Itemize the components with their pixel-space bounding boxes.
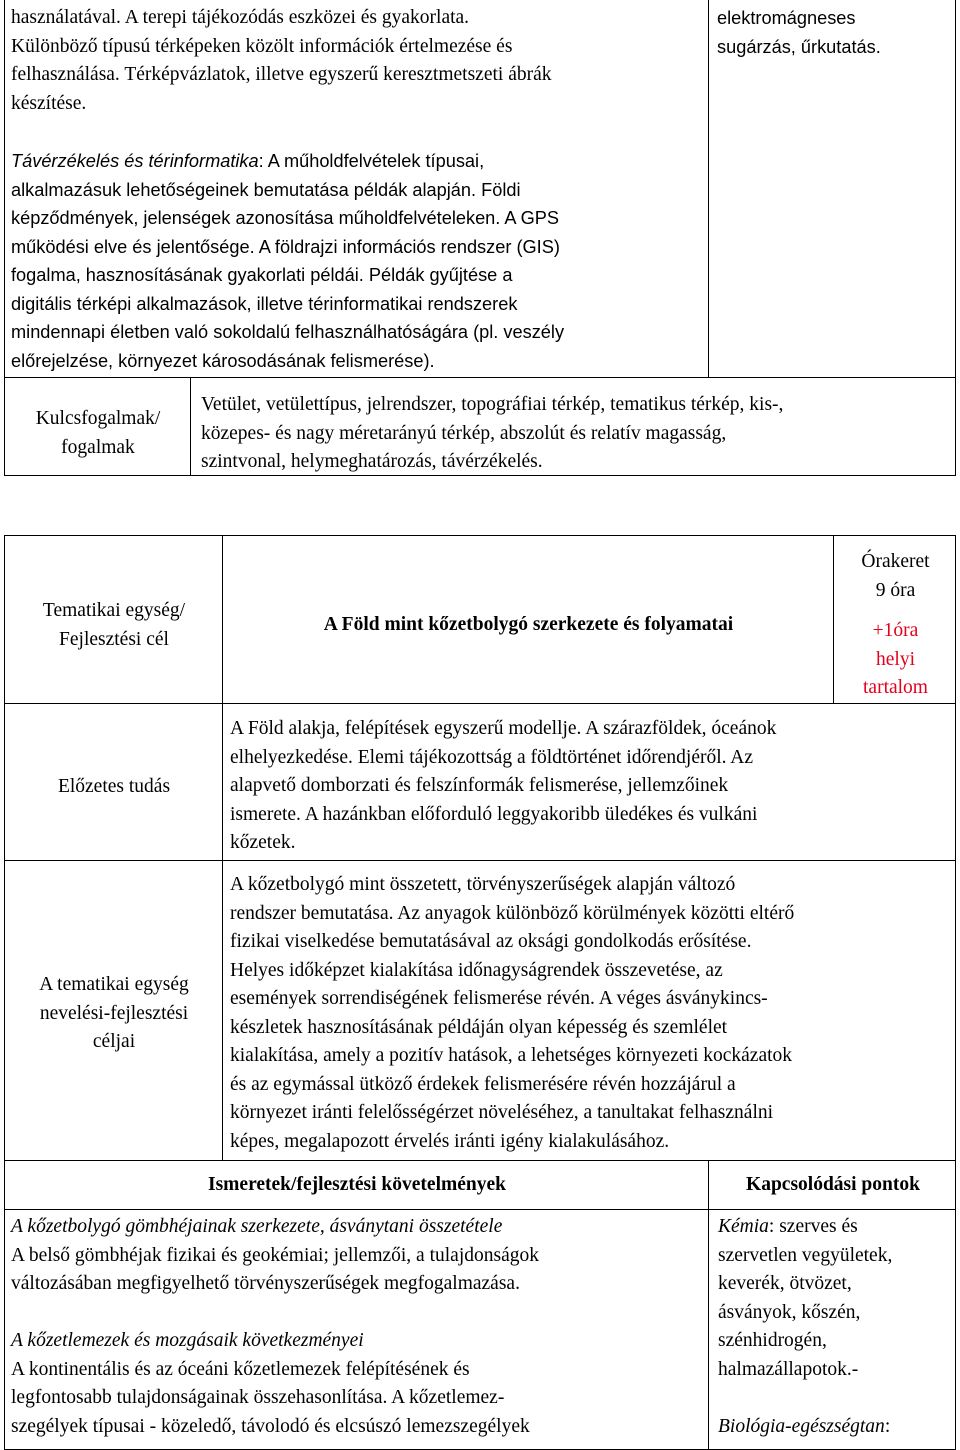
unit-title: A Föld mint kőzetbolygó szerkezete és folyamatai — [323, 614, 734, 635]
text-line: képes, megalapozott érvelés iránti igény kialakulásához. — [230, 1130, 670, 1152]
text-line: legfontosabb tulajdonságainak összehasonlítása. A kőzetlemez- — [11, 1387, 505, 1408]
text-line: előrejelzése, környezet károsodásának felismerése). — [11, 350, 435, 371]
divider — [4, 703, 956, 704]
divider — [4, 1209, 956, 1210]
local-content-line: tartalom — [863, 677, 928, 698]
key-concepts-text — [201, 391, 953, 477]
text-line: kialakítása, amely a pozitív hatások, a lehetséges környezeti kockázatok — [230, 1045, 793, 1066]
text-line: szintvonal, helymeghatározás, távérzékelés. — [201, 451, 543, 472]
hours-label: Órakeret — [861, 551, 930, 572]
divider — [190, 377, 191, 476]
text-line: ásványok, kőszén, — [718, 1301, 861, 1323]
text-line: A tematikai egység — [39, 974, 189, 995]
text-line: események sorrendiségének felismerése révén. A véges ásványkincs- — [230, 988, 768, 1009]
hours-box — [835, 548, 956, 703]
text-line: felhasználása. Térképvázlatok, illetve egyszerű keresztmetszeti ábrák — [11, 64, 552, 85]
text-line: sugárzás, űrkutatás. — [717, 36, 881, 57]
key-concepts-label — [6, 405, 190, 462]
text-line: alkalmazásuk lehetőségeinek bemutatása példák alapján. Földi — [11, 179, 521, 200]
text-line: környezet iránti felelősségérzet növeléséhez, a tanultakat felhasználni — [230, 1102, 774, 1123]
divider — [4, 377, 956, 378]
chemistry-subject: Kémia — [718, 1216, 769, 1237]
intro-text — [11, 4, 706, 118]
local-content-line: +1óra — [872, 620, 919, 641]
text-line: keverék, ötvözet, — [718, 1273, 852, 1294]
text-line: halmazállapotok.- — [718, 1358, 859, 1380]
text-line: változásában megfigyelhető törvényszerűségek megfogalmazása. — [11, 1273, 520, 1294]
text-line: és az egymással ütköző érdekek felismerésére révén hozzájárul a — [230, 1073, 736, 1095]
divider — [708, 0, 709, 378]
unit-header-label — [6, 597, 222, 654]
requirements-subtitle: A kőzetbolygó gömbhéjainak szerkezete, ásványtani összetétele — [11, 1216, 503, 1237]
text-line: készletek hasznosításának példáján olyan képesség és szemlélet — [230, 1016, 728, 1038]
prior-knowledge-text — [230, 715, 954, 858]
hours-value: 9 óra — [875, 579, 916, 601]
text-line: rendszer bemutatása. Az anyagok különböző körülmények közötti eltérő — [230, 902, 795, 924]
text-line: A kőzetbolygó mint összetett, törvényszerűségek alapján változó — [230, 874, 736, 895]
text-line: A kontinentális és az óceáni kőzetlemezek felépítésének és — [11, 1358, 470, 1380]
requirements-text — [11, 1213, 706, 1441]
text-line: szegélyek típusai - közeledő, távolodó és elcsúszó lemezszegélyek — [11, 1415, 530, 1437]
text-line: : — [884, 1415, 891, 1437]
text-line: Kulcsfogalmak/ — [35, 408, 161, 429]
divider — [222, 535, 223, 1161]
text-line: ismerete. A hazánkban előforduló leggyakoribb üledékes és vulkáni — [230, 803, 758, 825]
text-line: Különböző típusú térképeken közölt információk értelmezése és — [11, 35, 513, 57]
text-line: A belső gömbhéjak fizikai és geokémiai; jellemzői, a tulajdonságok — [11, 1244, 539, 1266]
divider — [4, 860, 956, 861]
remote-sensing-title: Távérzékelés és térinformatika — [11, 151, 259, 171]
text-line: képződmények, jelenségek azonosítása műholdfelvételeken. A GPS — [11, 208, 559, 228]
divider — [833, 535, 834, 704]
text-line: Helyes időképzet kialakítása időnagyságrendek összevetése, az — [230, 959, 723, 981]
text-line: : szerves és — [768, 1216, 858, 1237]
text-line: fogalmak — [61, 436, 135, 458]
text-line: fizikai viselkedése bemutatásával az oksági gondolkodás erősítése. — [230, 931, 752, 952]
text-line: : A műholdfelvételek típusai, — [258, 151, 485, 171]
divider — [4, 1160, 956, 1161]
text-line: digitális térképi alkalmazások, illetve térinformatikai rendszerek — [11, 293, 518, 314]
divider — [708, 1160, 709, 1450]
text-line: szervetlen vegyületek, — [718, 1244, 893, 1266]
text-line: működési elve és jelentősége. A földrajzi információs rendszer (GIS) — [11, 236, 560, 257]
text-line: készítése. — [11, 92, 87, 114]
text-line: Fejlesztési cél — [59, 628, 169, 650]
goals-text — [230, 871, 954, 1156]
text-line: céljai — [92, 1031, 136, 1052]
text-line: közepes- és nagy méretarányú térkép, abszolút és relatív magasság, — [201, 422, 727, 444]
text-line: szénhidrogén, — [718, 1330, 827, 1351]
local-content-line: helyi — [876, 648, 915, 670]
text-line: elhelyezkedése. Elemi tájékozottság a földtörténet időrendjéről. Az — [230, 746, 754, 768]
text-line: használatával. A terepi tájékozódás eszközei és gyakorlata. — [11, 7, 470, 28]
text-line: elektromágneses — [717, 8, 856, 28]
remote-sensing-text — [11, 147, 706, 375]
links-header: Kapcsolódási pontok — [746, 1174, 920, 1195]
text-line: fogalma, hasznosításának gyakorlati példái. Példák gyűjtése a — [11, 265, 513, 285]
text-line: Tematikai egység/ — [42, 600, 186, 621]
links-text — [718, 1213, 954, 1441]
biology-subject: Biológia-egészségtan — [718, 1415, 885, 1437]
requirements-subtitle: A kőzetlemezek és mozgásaik következményei — [11, 1330, 364, 1351]
text-line: kőzetek. — [230, 832, 296, 853]
goals-label — [6, 971, 222, 1057]
requirements-header: Ismeretek/fejlesztési követelmények — [208, 1174, 506, 1195]
text-line: Vetület, vetülettípus, jelrendszer, topográfiai térkép, tematikus térkép, kis-, — [201, 394, 784, 415]
related-topics-text — [717, 4, 953, 61]
text-line: mindennapi életben való sokoldalú felhasználhatóságára (pl. veszély — [11, 322, 565, 342]
text-line: A Föld alakja, felépítések egyszerű modellje. A szárazföldek, óceánok — [230, 718, 777, 739]
text-line: nevelési-fejlesztési — [39, 1002, 189, 1024]
text-line: alapvető domborzati és felszínformák felismerése, jellemzőinek — [230, 775, 729, 796]
prior-knowledge-label: Előzetes tudás — [57, 776, 171, 797]
